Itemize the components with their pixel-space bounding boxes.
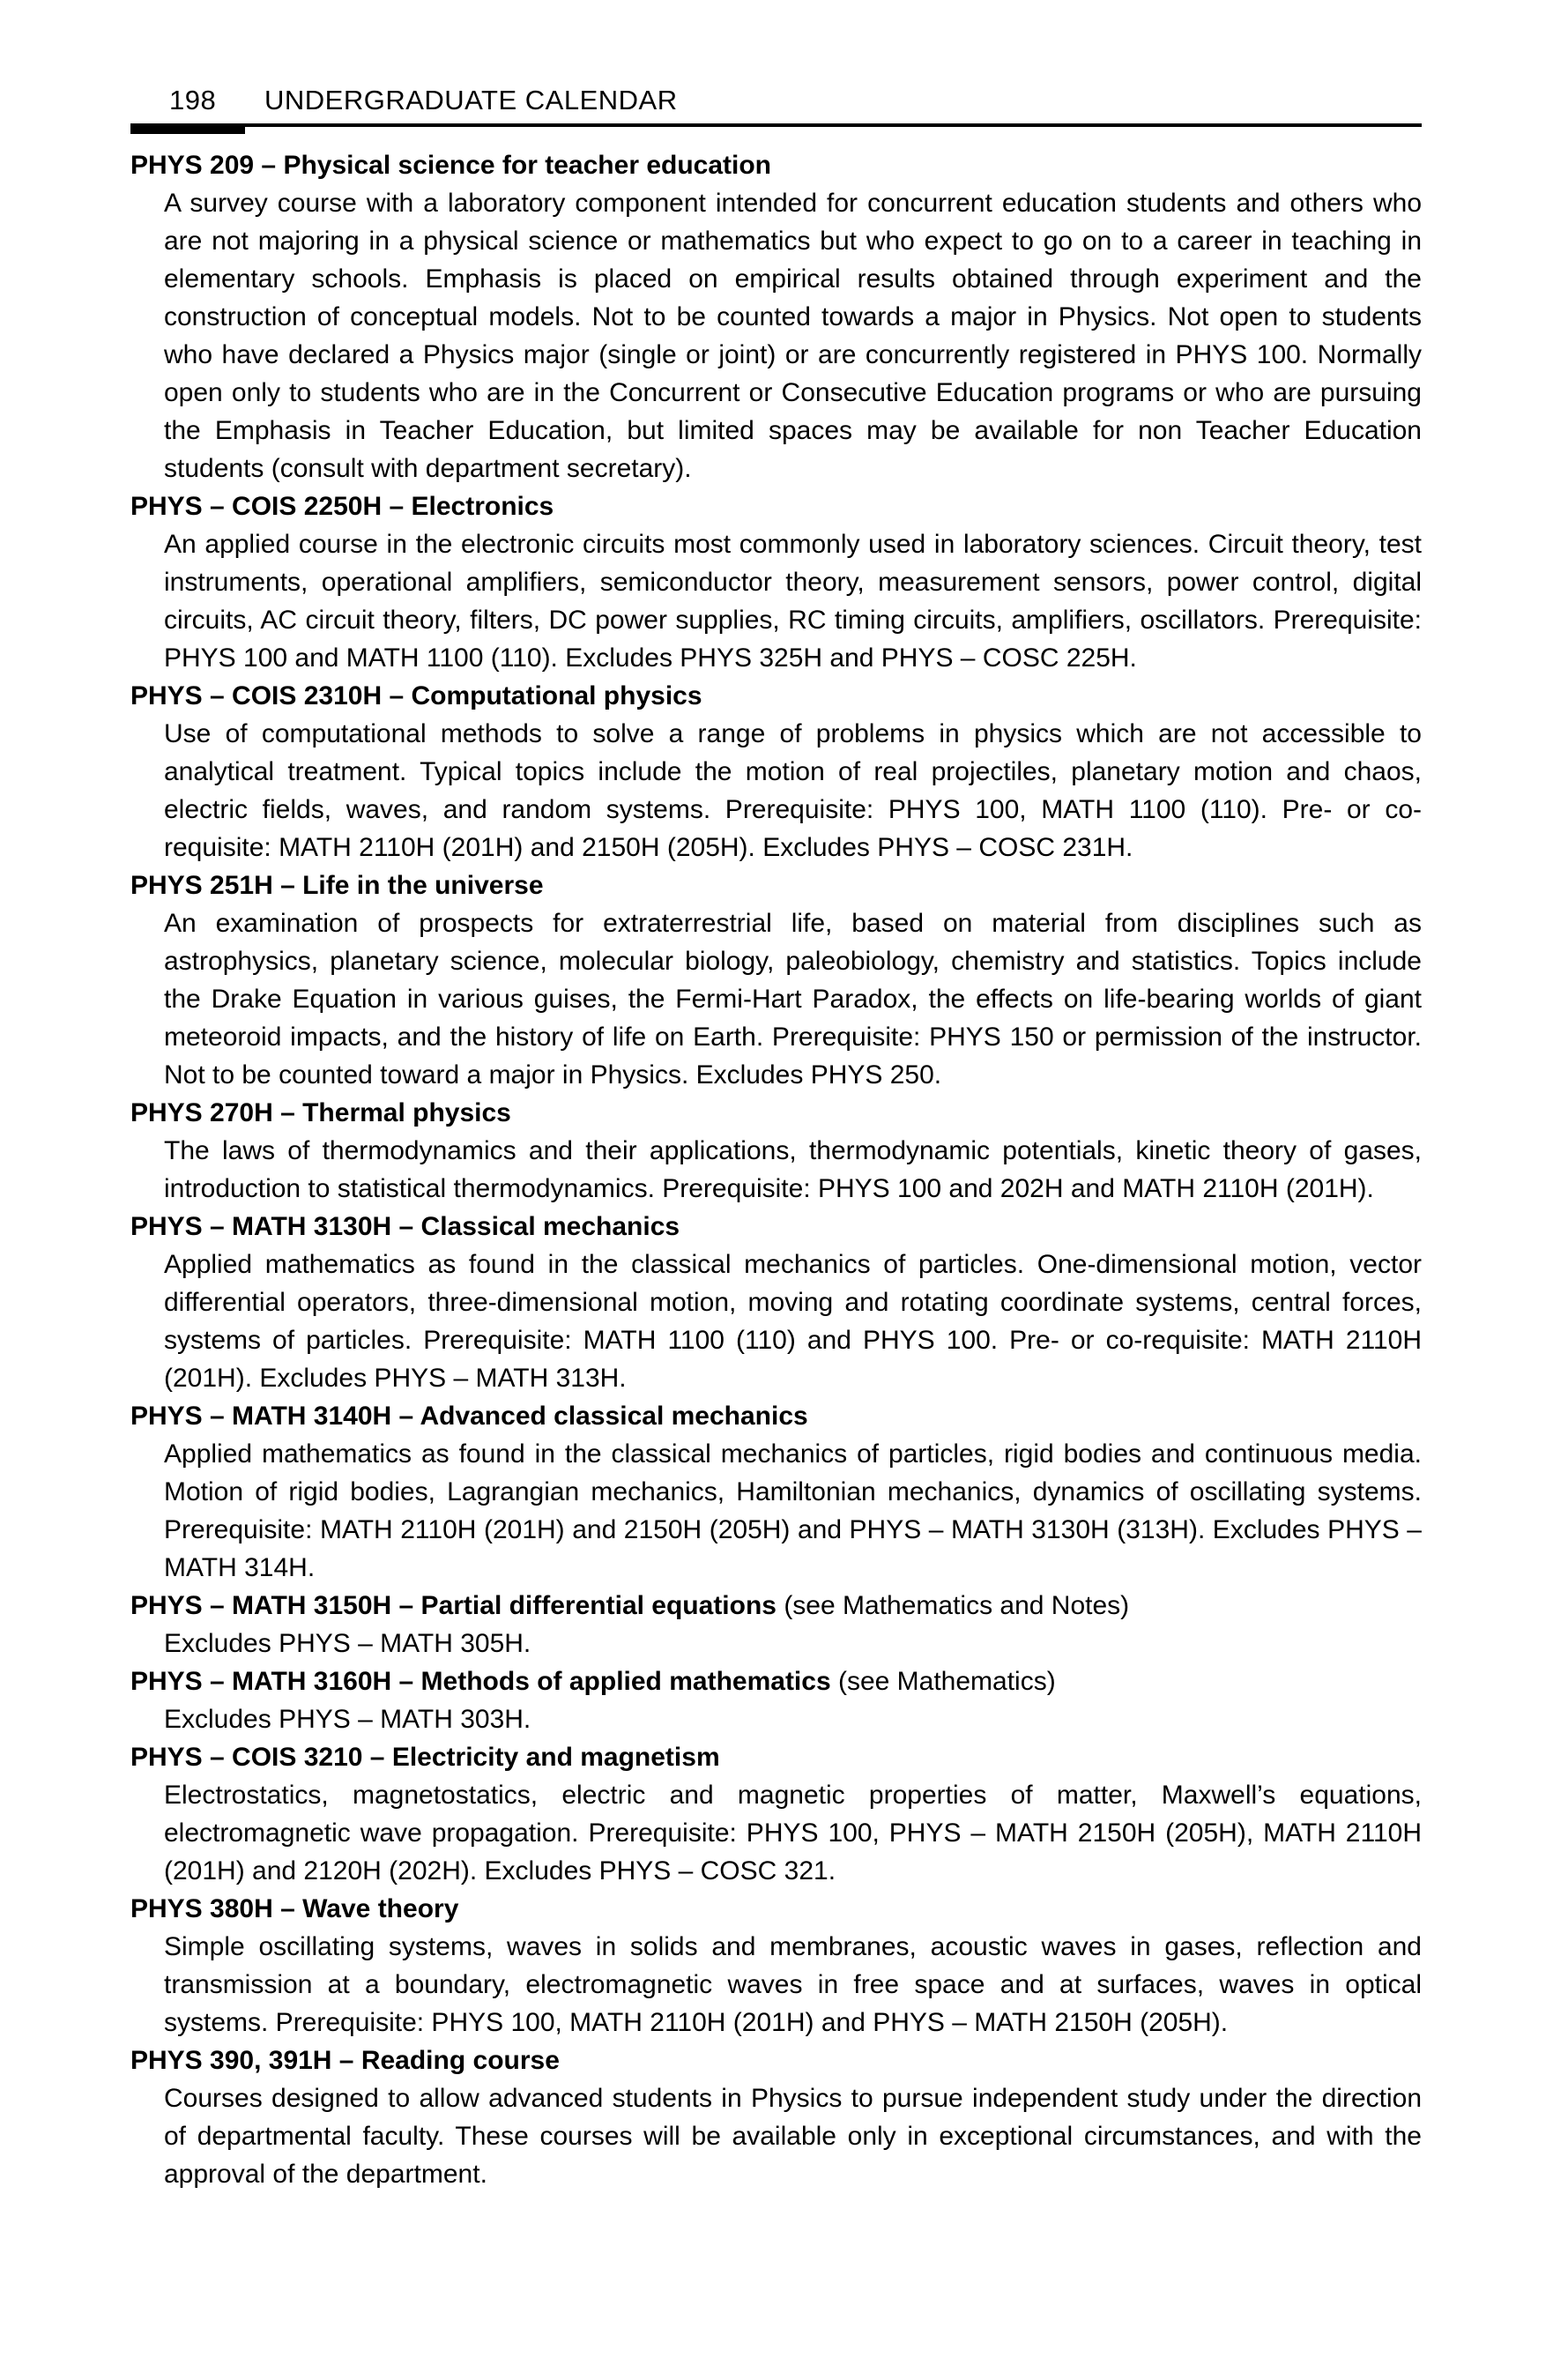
course-entry: [130, 677, 1422, 866]
course-title-text: PHYS – COIS 2310H – Computational physics: [130, 681, 702, 710]
page-number: 198: [169, 85, 217, 115]
course-description: Courses designed to allow advanced students in Physics to pursue independent study under the direction of departmental faculty. These courses will be available only in exceptional circumstances, and with the approval of the department.: [164, 2084, 1422, 2189]
course-entry: [130, 2042, 1422, 2193]
course-title-text: PHYS 209 – Physical science for teacher education: [130, 151, 772, 180]
course-entry: [130, 1662, 1422, 1738]
course-title-text: PHYS – MATH 3150H – Partial differential equations: [130, 1591, 776, 1620]
header-tab-bar: [130, 123, 245, 134]
course-entry: [130, 1208, 1422, 1397]
course-title: [130, 1208, 1422, 1246]
running-header: [130, 78, 1422, 127]
course-entry: [130, 487, 1422, 677]
course-description: An examination of prospects for extraterrestrial life, based on material from disciplines such as astrophysics, planetary science, molecular biology, paleobiology, chemistry and statistics. Topics include the Drake Equation in various guises, the Fermi-Hart Paradox, the effects on life-bearing worlds of giant meteoroid impacts, and the history of life on Earth. Prerequisite: PHYS 150 or permission of the instructor. Not to be counted toward a major in Physics. Excludes PHYS 250.: [164, 909, 1422, 1090]
course-title: [130, 1094, 1422, 1132]
course-description: Applied mathematics as found in the classical mechanics of particles, rigid bodies and continuous media. Motion of rigid bodies, Lagrangian mechanics, Hamiltonian mechanics, dynamics of oscillating systems. Prerequisite: MATH 2110H (201H) and 2150H (205H) and PHYS – MATH 3130H (313H). Excludes PHYS – MATH 314H.: [164, 1439, 1422, 1582]
course-description: Simple oscillating systems, waves in solids and membranes, acoustic waves in gases, reflection and transmission at a boundary, electromagnetic waves in free space and at surfaces, waves in optical systems. Prerequisite: PHYS 100, MATH 2110H (201H) and PHYS – MATH 2150H (205H).: [164, 1932, 1422, 2037]
course-description: An applied course in the electronic circuits most commonly used in laboratory sciences. Circuit theory, test instruments, operational amplifiers, semiconductor theory, measurement sensors, power control, digital circuits, AC circuit theory, filters, DC power supplies, RC timing circuits, amplifiers, oscillators. Prerequisite: PHYS 100 and MATH 1100 (110). Excludes PHYS 325H and PHYS – COSC 225H.: [164, 530, 1422, 673]
course-entry: [130, 1094, 1422, 1208]
course-entry: [130, 146, 1422, 487]
course-title-text: PHYS – COIS 2250H – Electronics: [130, 492, 554, 521]
course-title-text: PHYS – MATH 3130H – Classical mechanics: [130, 1212, 680, 1241]
course-title-text: PHYS 270H – Thermal physics: [130, 1098, 511, 1127]
course-description: Use of computational methods to solve a range of problems in physics which are not accessible to analytical treatment. Typical topics include the motion of real projectiles, planetary motion and chaos, electric fields, waves, and random systems. Prerequisite: PHYS 100, MATH 1100 (110). Pre- or co-requisite: MATH 2110H (201H) and 2150H (205H). Excludes PHYS – COSC 231H.: [164, 719, 1422, 862]
course-title: [130, 1662, 1422, 1700]
course-title: [130, 1397, 1422, 1435]
course-entry: [130, 1587, 1422, 1662]
course-entry: [130, 1738, 1422, 1890]
course-entry: [130, 1397, 1422, 1587]
course-title: [130, 146, 1422, 184]
course-title: [130, 487, 1422, 525]
course-title: [130, 2042, 1422, 2079]
course-title-text: PHYS – MATH 3160H – Methods of applied mathematics: [130, 1667, 831, 1696]
course-description: The laws of thermodynamics and their applications, thermodynamic potentials, kinetic theory of gases, introduction to statistical thermodynamics. Prerequisite: PHYS 100 and 202H and MATH 2110H (201H).: [164, 1136, 1422, 1203]
course-description: Excludes PHYS – MATH 305H.: [164, 1629, 531, 1658]
course-title-text: PHYS – COIS 3210 – Electricity and magnetism: [130, 1743, 720, 1772]
course-title: [130, 1587, 1422, 1625]
course-description: Electrostatics, magnetostatics, electric and magnetic properties of matter, Maxwell’s equations, electromagnetic wave propagation. Prerequisite: PHYS 100, PHYS – MATH 2150H (205H), MATH 2110H (201H) and 2120H (202H). Excludes PHYS – COSC 321.: [164, 1781, 1422, 1885]
course-title: [130, 1890, 1422, 1928]
course-description: A survey course with a laboratory component intended for concurrent education students and others who are not majoring in a physical science or mathematics but who expect to go on to a career in teaching in elementary schools. Emphasis is placed on empirical results obtained through experiment and the construction of conceptual models. Not to be counted towards a major in Physics. Not open to students who have declared a Physics major (single or joint) or are concurrently registered in PHYS 100. Normally open only to students who are in the Concurrent or Consecutive Education programs or who are pursuing the Emphasis in Teacher Education, but limited spaces may be available for non Teacher Education students (consult with department secretary).: [164, 189, 1422, 483]
course-title-note: (see Mathematics): [830, 1667, 1056, 1696]
course-description: Applied mathematics as found in the classical mechanics of particles. One-dimensional motion, vector differential operators, three-dimensional motion, moving and rotating coordinate systems, central forces, systems of particles. Prerequisite: MATH 1100 (110) and PHYS 100. Pre- or co-requisite: MATH 2110H (201H). Excludes PHYS – MATH 313H.: [164, 1250, 1422, 1393]
course-title-text: PHYS 390, 391H – Reading course: [130, 2046, 560, 2075]
course-title: [130, 866, 1422, 904]
course-title: [130, 677, 1422, 715]
course-title-text: PHYS 380H – Wave theory: [130, 1894, 459, 1923]
course-list: [130, 146, 1422, 2193]
course-entry: [130, 866, 1422, 1094]
course-title-text: PHYS – MATH 3140H – Advanced classical mechanics: [130, 1402, 808, 1431]
running-header-title: UNDERGRADUATE CALENDAR: [264, 85, 678, 115]
course-description: Excludes PHYS – MATH 303H.: [164, 1705, 531, 1734]
course-title-text: PHYS 251H – Life in the universe: [130, 871, 544, 900]
course-title: [130, 1738, 1422, 1776]
calendar-page: [130, 78, 1422, 2193]
course-title-note: (see Mathematics and Notes): [776, 1591, 1130, 1620]
course-entry: [130, 1890, 1422, 2042]
